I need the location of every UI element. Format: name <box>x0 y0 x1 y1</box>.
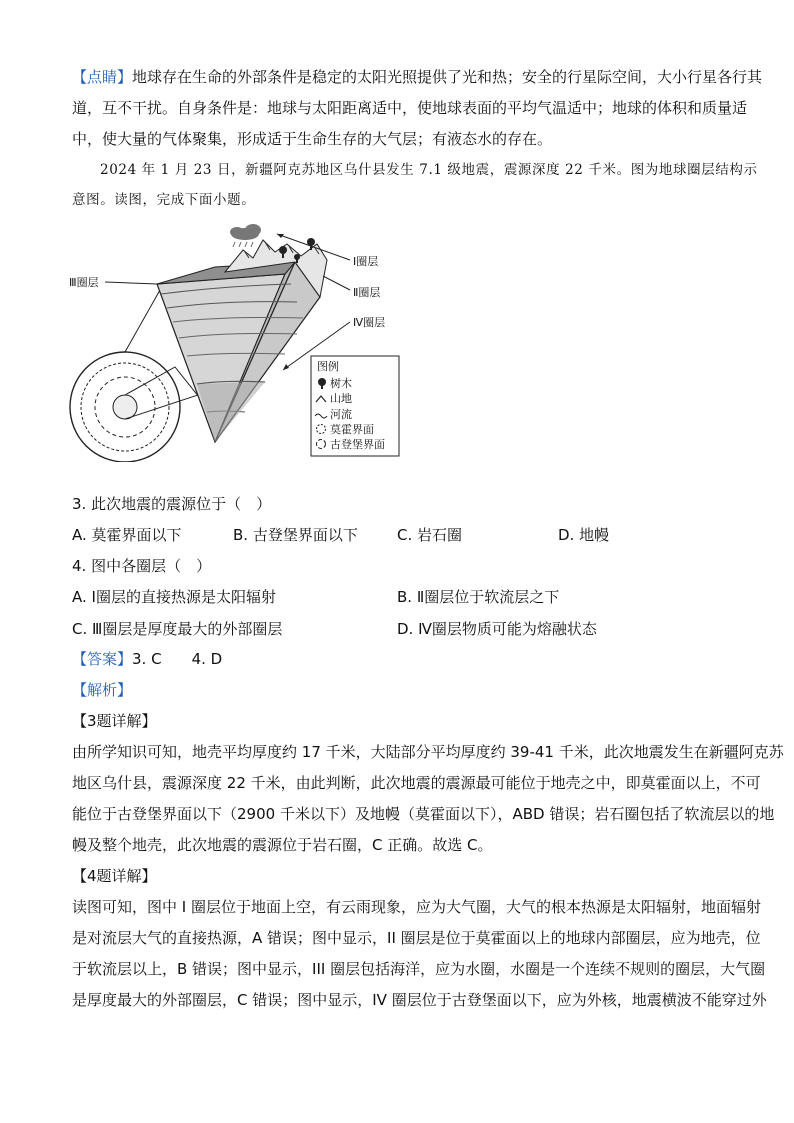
dianjing-tag: 【点睛】 <box>72 68 133 86</box>
cloud-rain-icon <box>230 224 261 247</box>
legend <box>311 356 399 456</box>
legend-label: 古登堡界面 <box>330 438 385 451</box>
q3-option-d: D. 地幔 <box>558 526 610 544</box>
detail4-line-2: 是对流层大气的直接热源，A 错误；图中显示，II 圈层是位于莫霍面以上的地球内部圈层，应为地壳，位 <box>72 929 761 947</box>
legend-title: 图例 <box>317 360 339 373</box>
legend-label: 山地 <box>330 392 352 405</box>
dianjing-line-3: 中，使大量的气体聚集，形成适于生命生存的大气层；有液态水的存在。 <box>72 130 553 148</box>
detail3-line-3: 能位于古登堡界面以下（2900 千米以下）及地幔（莫霍面以下），ABD 错误；岩石圈包括了软流层以的地 <box>72 805 775 823</box>
earth-cross-section <box>70 352 180 462</box>
detail3-tag: 【3题详解】 <box>72 712 157 730</box>
label-layer-3: Ⅲ圈层 <box>69 276 99 289</box>
label-layer-2: Ⅱ圈层 <box>353 286 381 299</box>
q3-option-b: B. 古登堡界面以下 <box>233 526 358 544</box>
answer-line <box>72 649 222 669</box>
label-layer-4: Ⅳ圈层 <box>353 316 386 329</box>
q3-stem: 3. 此次地震的震源位于（ ） <box>72 495 272 513</box>
detail4-line-4: 是厚度最大的外部圈层，C 错误；图中显示，IV 圈层位于古登堡面以下，应为外核，地震横波不能穿过外 <box>72 991 767 1009</box>
detail4-line-3: 于软流层以上，B 错误；图中显示，III 圈层包括海洋，应为水圈，水圈是一个连续不规则的圈层，大气圈 <box>72 960 766 978</box>
legend-label: 树木 <box>330 377 352 390</box>
detail3-line-2: 地区乌什县，震源深度 22 千米，由此判断，此次地震的震源最可能位于地壳之中，即莫霍面以上，不可 <box>72 774 761 792</box>
q4-option-d: D. Ⅳ圈层物质可能为熔融状态 <box>397 620 597 638</box>
material-line-2: 意图。读图，完成下面小题。 <box>72 192 256 208</box>
layer-wedge <box>157 262 320 442</box>
analysis-tag: 【解析】 <box>72 681 133 699</box>
q4-option-a: A. Ⅰ圈层的直接热源是太阳辐射 <box>72 588 276 606</box>
q3-option-a: A. 莫霍界面以下 <box>72 526 182 544</box>
label-layer-1: Ⅰ圈层 <box>353 255 379 268</box>
detail4-tag: 【4题详解】 <box>72 867 157 885</box>
earth-sphere-diagram <box>65 222 405 462</box>
dianjing-line-2: 道，互不干扰。自身条件是：地球与太阳距离适中，使地球表面的平均气温适中；地球的体积和质量适 <box>72 99 748 117</box>
detail3-line-4: 幔及整个地壳，此次地震的震源位于岩石圈，C 正确。故选 C。 <box>72 836 493 854</box>
q3-option-c: C. 岩石圈 <box>397 526 463 544</box>
detail3-line-1: 由所学知识可知，地壳平均厚度约 17 千米，大陆部分平均厚度约 39-41 千米，此次地震发生在新疆阿克苏 <box>72 743 784 761</box>
legend-label: 莫霍界面 <box>330 423 374 436</box>
detail4-line-1: 读图可知，图中 I 圈层位于地面上空，有云雨现象，应为大气圈，大气的根本热源是太阳辐射，地面辐射 <box>72 898 761 916</box>
material-line-1: 2024 年 1 月 23 日，新疆阿克苏地区乌什县发生 7.1 级地震，震源深度 22 千米。图为地球圈层结构示 <box>100 162 758 178</box>
answer-text: 3. C 4. D <box>132 650 223 668</box>
q4-stem: 4. 图中各圈层（ ） <box>72 557 212 575</box>
dianjing-line-1: 【点睛】地球存在生命的外部条件是稳定的太阳光照提供了光和热；安全的行星际空间，大小行星各行其 <box>72 68 763 86</box>
q4-option-c: C. Ⅲ圈层是厚度最大的外部圈层 <box>72 620 283 638</box>
legend-label: 河流 <box>330 408 352 421</box>
q4-option-b: B. Ⅱ圈层位于软流层之下 <box>397 588 560 606</box>
answer-tag: 【答案】 <box>72 650 133 668</box>
